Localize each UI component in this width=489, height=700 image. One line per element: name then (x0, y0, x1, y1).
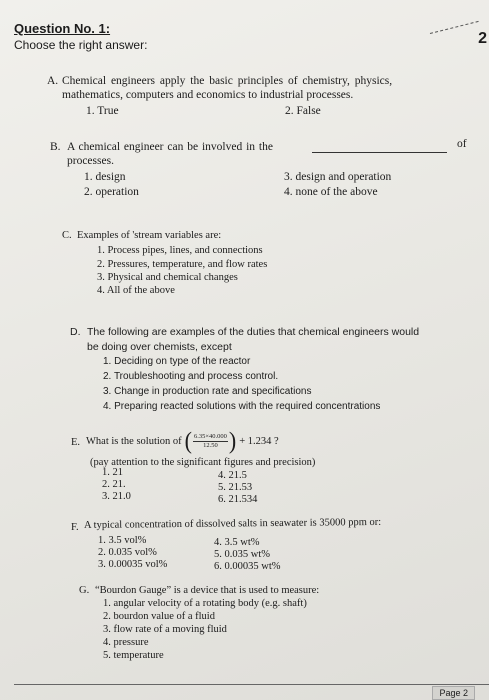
right-paren: ) (228, 426, 237, 455)
qD-option-2: 2. Troubleshooting and process control. (103, 371, 279, 382)
qC-label: C. (62, 230, 72, 241)
footer-page-label: Page 2 (432, 686, 475, 700)
qD-text-line2: be doing over chemists, except (87, 341, 232, 353)
qE-option-6: 6. 21.534 (218, 494, 258, 505)
qG-option-2: 2. bourdon value of a fluid (103, 611, 215, 622)
qB-option-1: 1. design (84, 171, 126, 183)
qB-text-line2: processes. (67, 155, 114, 167)
qE-fraction-expression (184, 426, 237, 455)
qG-option-4: 4. pressure (103, 637, 149, 648)
qE-option-1: 1. 21 (102, 467, 123, 478)
qF-option-2: 2. 0.035 vol% (98, 547, 157, 558)
footer-rule (14, 684, 489, 685)
qB-text-after: of (457, 138, 467, 150)
qA-label: A. (47, 75, 59, 87)
qE-label: E. (71, 437, 81, 448)
qB-blank (312, 140, 447, 158)
qB-option-3: 3. design and operation (284, 171, 392, 183)
qF-text: A typical concentration of dissolved salts in seawater is 35000 ppm or: (83, 516, 382, 531)
qB-option-4: 4. none of the above (284, 186, 378, 198)
qE-fraction (193, 433, 228, 450)
qB-label: B. (50, 141, 61, 153)
qD-option-4: 4. Preparing reacted solutions with the required concentrations (103, 401, 381, 412)
qF-option-5: 5. 0.035 wt% (214, 549, 270, 560)
qC-option-4: 4. All of the above (97, 285, 175, 296)
qD-text-line1: The following are examples of the duties that chemical engineers would (87, 326, 420, 338)
qG-text: “Bourdon Gauge” is a device that is used to measure: (95, 585, 320, 596)
qF-option-6: 6. 0.00035 wt% (214, 561, 281, 572)
qB-text-before (67, 141, 273, 153)
corner-page-number: 2 (478, 30, 487, 47)
qG-option-3: 3. flow rate of a moving fluid (103, 624, 227, 635)
qE-option-3: 3. 21.0 (102, 491, 131, 502)
qA-option-1: 1. True (86, 105, 119, 117)
qE-text-after: + 1.234 ? (239, 435, 279, 447)
qF-option-3: 3. 0.00035 vol% (98, 559, 168, 570)
qD-option-1: 1. Deciding on type of the reactor (103, 356, 251, 367)
qC-option-3: 3. Physical and chemical changes (97, 272, 238, 283)
qG-option-1: 1. angular velocity of a rotating body (e.g. shaft) (103, 598, 307, 609)
qF-option-1: 1. 3.5 vol% (98, 535, 147, 546)
qF-option-4: 4. 3.5 wt% (214, 537, 260, 548)
question-title: Question No. 1: (14, 21, 111, 36)
qE-fraction-denominator: 12.50 (203, 441, 218, 449)
qB-option-2: 2. operation (84, 186, 139, 198)
qA-text-line1: Chemical engineers apply the basic principles of chemistry, physics, (62, 75, 393, 87)
qD-option-3: 3. Change in production rate and specifications (103, 386, 312, 397)
qE-option-2: 2. 21. (102, 479, 126, 490)
qE-question (86, 426, 279, 455)
qC-option-2: 2. Pressures, temperature, and flow rates (97, 259, 268, 270)
qG-option-5: 5. temperature (103, 650, 164, 661)
qA-text-line2: mathematics, computers and economics to industrial processes. (62, 89, 354, 101)
qE-fraction-numerator: 6.35×40.000 (193, 432, 227, 440)
qE-text-line2: (pay attention to the significant figures and precision) (90, 457, 316, 468)
left-paren: ( (184, 426, 192, 455)
instructions: Choose the right answer: (14, 38, 148, 52)
qE-text-before: What is the solution of (86, 435, 182, 447)
qC-text: Examples of 'stream variables are: (77, 230, 222, 241)
qC-option-1: 1. Process pipes, lines, and connections (97, 245, 263, 256)
qD-label: D. (70, 326, 81, 338)
qF-label: F. (71, 522, 79, 533)
qE-option-4: 4. 21.5 (218, 470, 247, 481)
corner-dashed-line (430, 21, 479, 34)
qB-text-before-span: A chemical engineer can be involved in the (67, 141, 273, 153)
qE-option-5: 5. 21.53 (218, 482, 253, 493)
qG-label: G. (79, 585, 90, 596)
qA-option-2: 2. False (285, 105, 321, 117)
